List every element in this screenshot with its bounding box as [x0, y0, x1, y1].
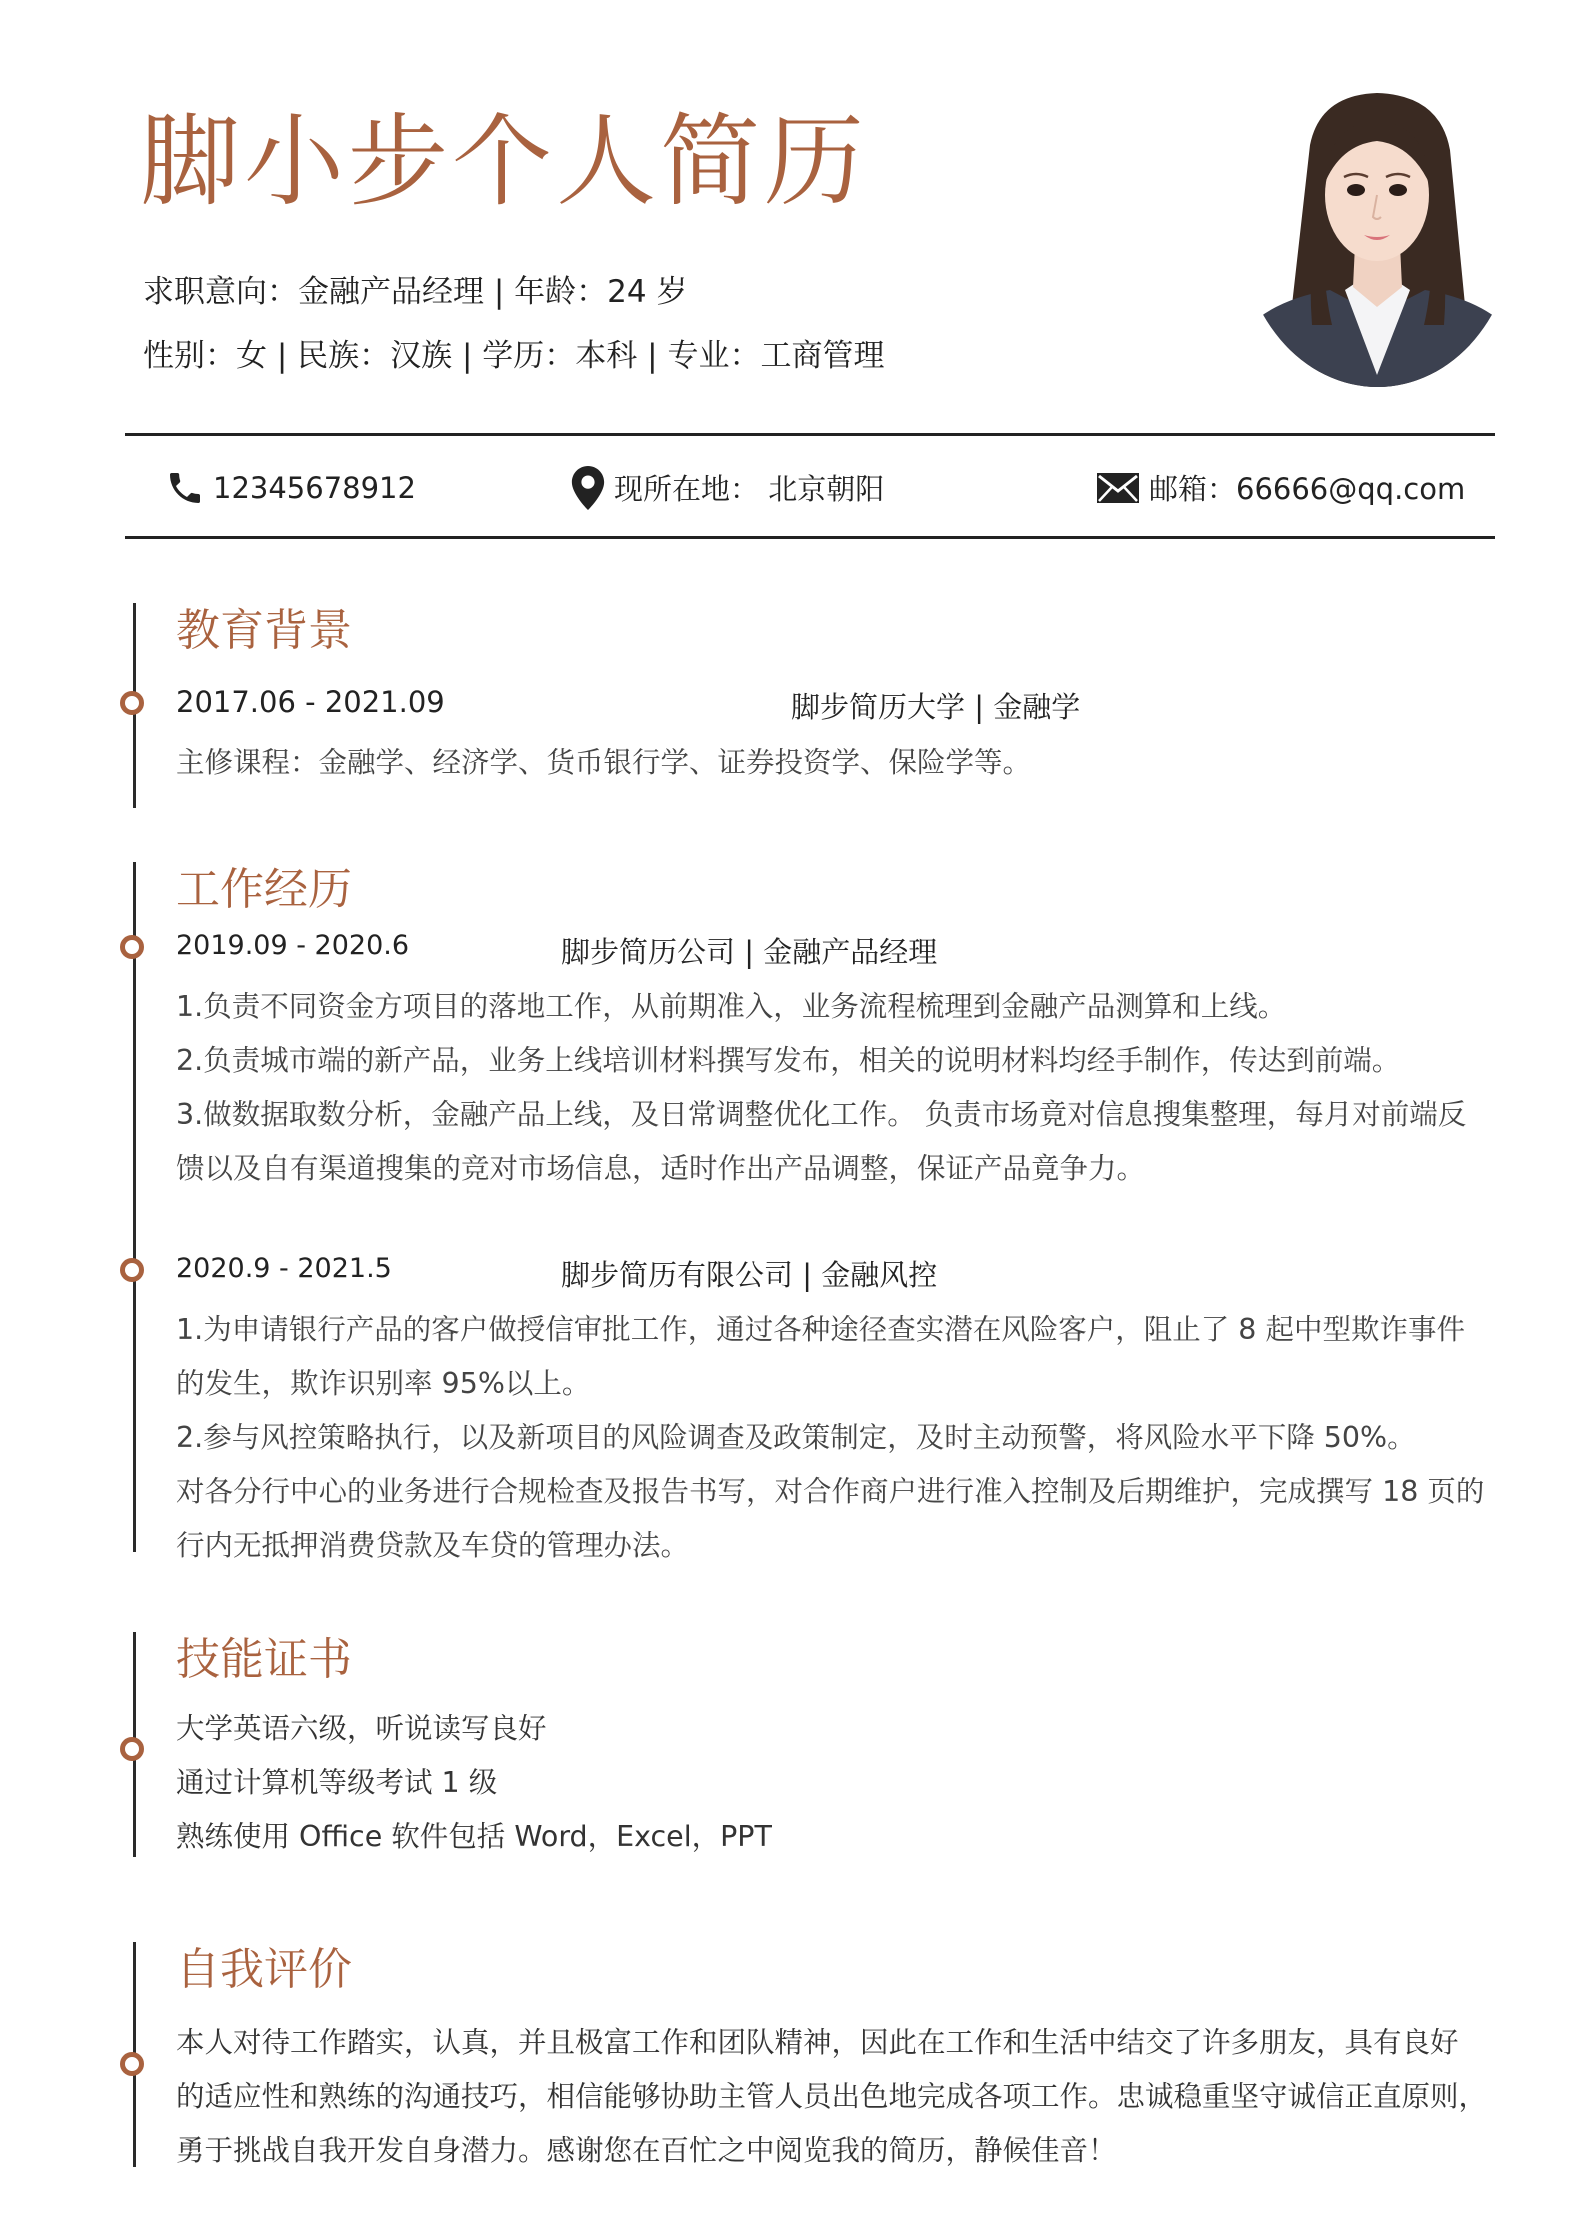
email-text: 邮箱：66666@qq.com: [1149, 472, 1466, 506]
self-evaluation-line: 本人对待工作踏实，认真，并且极富工作和团队精神，因此在工作和生活中结交了许多朋友，具有良好: [176, 2026, 1459, 2059]
timeline-dot: [120, 935, 144, 959]
job-detail-line: 行内无抵押消费贷款及车贷的管理办法。: [176, 1529, 690, 1562]
personal-info-line: 性别：女 | 民族：汉族 | 学历：本科 | 专业：工商管理: [143, 338, 885, 374]
job-detail-line: 馈以及自有渠道搜集的竞对市场信息，适时作出产品调整，保证产品竟争力。: [176, 1152, 1146, 1185]
section-title: 教育背景: [176, 605, 352, 656]
education-school: 脚步简历大学 | 金融学: [791, 690, 1081, 724]
contact-phone: [165, 465, 416, 510]
divider-bottom: [125, 536, 1495, 539]
skill-line: 熟练使用 Office 软件包括 Word，Excel，PPT: [176, 1820, 772, 1853]
job-detail-line: 1.负责不同资金方项目的落地工作，从前期准入，业务流程梳理到金融产品测算和上线。: [176, 990, 1287, 1023]
skill-line: 大学英语六级，听说读写良好: [176, 1712, 547, 1745]
job-detail-line: 2.负责城市端的新产品，业务上线培训材料撰写发布，相关的说明材料均经手制作，传达到前端。: [176, 1044, 1401, 1077]
section-title: 自我评价: [176, 1944, 352, 1995]
job-intent-line: 求职意向：金融产品经理 | 年龄：24 岁: [143, 274, 688, 310]
job-detail-line: 2.参与风控策略执行，以及新项目的风险调查及政策制定，及时主动预警，将风险水平下降 50%。: [176, 1421, 1416, 1454]
job-detail-line: 的发生，欺诈识别率 95%以上。: [176, 1367, 591, 1400]
job-company: 脚步简历公司 | 金融产品经理: [561, 935, 938, 969]
self-evaluation-line: 勇于挑战自我开发自身潜力。感谢您在百忙之中阅览我的简历，静候佳音！: [176, 2134, 1117, 2167]
timeline-dot: [120, 691, 144, 715]
profile-photo: [1240, 75, 1515, 387]
education-date: 2017.06 - 2021.09: [176, 685, 445, 719]
section-title: 工作经历: [176, 864, 352, 915]
page-title: 脚小步个人简历: [140, 103, 868, 220]
contact-email: [1095, 465, 1465, 510]
mail-icon: [1095, 471, 1141, 505]
self-evaluation-line: 的适应性和熟练的沟通技巧，相信能够协助主管人员出色地完成各项工作。忠诚稳重坚守诚信正直原则，: [176, 2080, 1488, 2113]
section-title: 技能证书: [176, 1634, 352, 1685]
education-courses: 主修课程：金融学、经济学、货币银行学、证券投资学、保险学等。: [176, 746, 1032, 779]
divider-top: [125, 433, 1495, 436]
skill-line: 通过计算机等级考试 1 级: [176, 1766, 498, 1799]
timeline-line: [133, 862, 136, 1552]
job-detail-line: 3.做数据取数分析，金融产品上线，及日常调整优化工作。 负责市场竟对信息搜集整理，每月对前端反: [176, 1098, 1467, 1131]
timeline-dot: [120, 2052, 144, 2076]
phone-icon: [165, 468, 205, 508]
job-date: 2019.09 - 2020.6: [176, 930, 410, 961]
job-company: 脚步简历有限公司 | 金融风控: [561, 1258, 938, 1292]
location-pin-icon: [570, 466, 606, 510]
phone-number: 12345678912: [213, 470, 416, 505]
location-text: 现所在地： 北京朝阳: [614, 472, 885, 506]
job-detail-line: 对各分行中心的业务进行合规检查及报告书写，对合作商户进行准入控制及后期维护，完成撰写 18 页的: [176, 1475, 1485, 1508]
timeline-dot: [120, 1737, 144, 1761]
portrait-image: [1240, 75, 1515, 387]
job-date: 2020.9 - 2021.5: [176, 1253, 392, 1284]
job-detail-line: 1.为申请银行产品的客户做授信审批工作，通过各种途径查实潜在风险客户，阻止了 8 起中型欺诈事件: [176, 1313, 1465, 1346]
contact-location: [570, 465, 884, 510]
timeline-dot: [120, 1258, 144, 1282]
